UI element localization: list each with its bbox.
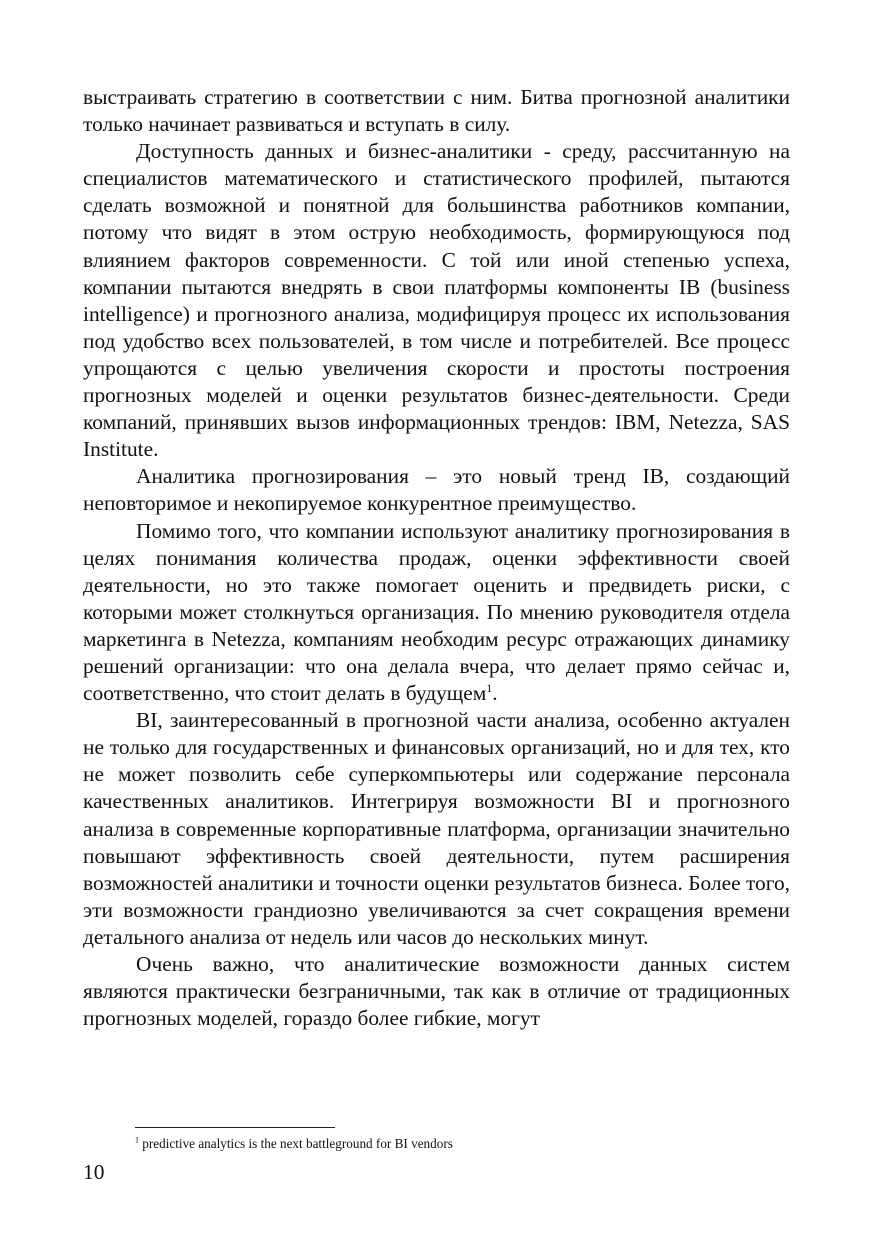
- paragraph-1: выстраивать стратегию в соответствии с ним. Битва прогнозной аналитики только начинает развиваться и вступать в силу.: [83, 85, 790, 137]
- paragraph-3: Аналитика прогнозирования – это новый тренд IB, создающий неповторимое и некопируемое конкурентное преимущество.: [83, 464, 790, 516]
- footnote-marker: 1: [135, 1135, 139, 1145]
- page-body: [83, 84, 790, 1032]
- paragraph-4: [83, 518, 790, 708]
- paragraph-6: Очень важно, что аналитические возможности данных систем являются практически безграничными, так как в отличие от традиционных прогнозных моделей, гораздо более гибкие, могут: [83, 952, 790, 1031]
- paragraph-4-text: Помимо того, что компании используют аналитику прогнозирования в целях понимания количества продаж, оценки эффективности своей деятельности, но это также помогает оценить и предвидеть риски, с которыми может столкнуться организация. По мнению руководителя отдела маркетинга в Netezza, компаниям необходим ресурс отражающих динамику решений организации: что она делала вчера, что делает прямо сейчас и, соответственно, что стоит делать в будущем: [83, 518, 790, 706]
- paragraph-2: Доступность данных и бизнес-аналитики - среду, рассчитанную на специалистов математического и статистического профилей, пытаются сделать возможной и понятной для большинства работников компании, потому что видят в этом острую необходимость, формирующуюся под влиянием факторов современности. С той или иной степенью успеха, компании пытаются внедрять в свои платформы компоненты IB (business intelligence) и прогнозного анализа, модифицируя процесс их использования под удобство всех пользователей, в том числе и потребителей. Все процесс упрощаются с целью увеличения скорости и простоты построения прогнозных моделей и оценки результатов бизнес-деятельности. Среди компаний, принявших вызов информационных трендов: IBM, Netezza, SAS Institute.: [83, 139, 790, 462]
- paragraph-4-tail: .: [492, 681, 498, 706]
- paragraph-5: BI, заинтересованный в прогнозной части анализа, особенно актуален не только для государственных и финансовых организаций, но и для тех, кто не может позволить себе суперкомпьютеры или содержание персонала качественных аналитиков. Интегрируя возможности BI и прогнозного анализа в современные корпоративные платформа, организации значительно повышают эффективность своей деятельности, путем расширения возможностей аналитики и точности оценки результатов бизнеса. Более того, эти возможности грандиозно увеличиваются за счет сокращения времени детального анализа от недель или часов до нескольких минут.: [83, 708, 790, 949]
- page-number: 10: [83, 1160, 105, 1184]
- footnote: [135, 1136, 453, 1152]
- footnote-reference: 1: [486, 680, 493, 695]
- footnote-text: predictive analytics is the next battleground for BI vendors: [142, 1136, 453, 1151]
- footnote-separator: [135, 1127, 335, 1128]
